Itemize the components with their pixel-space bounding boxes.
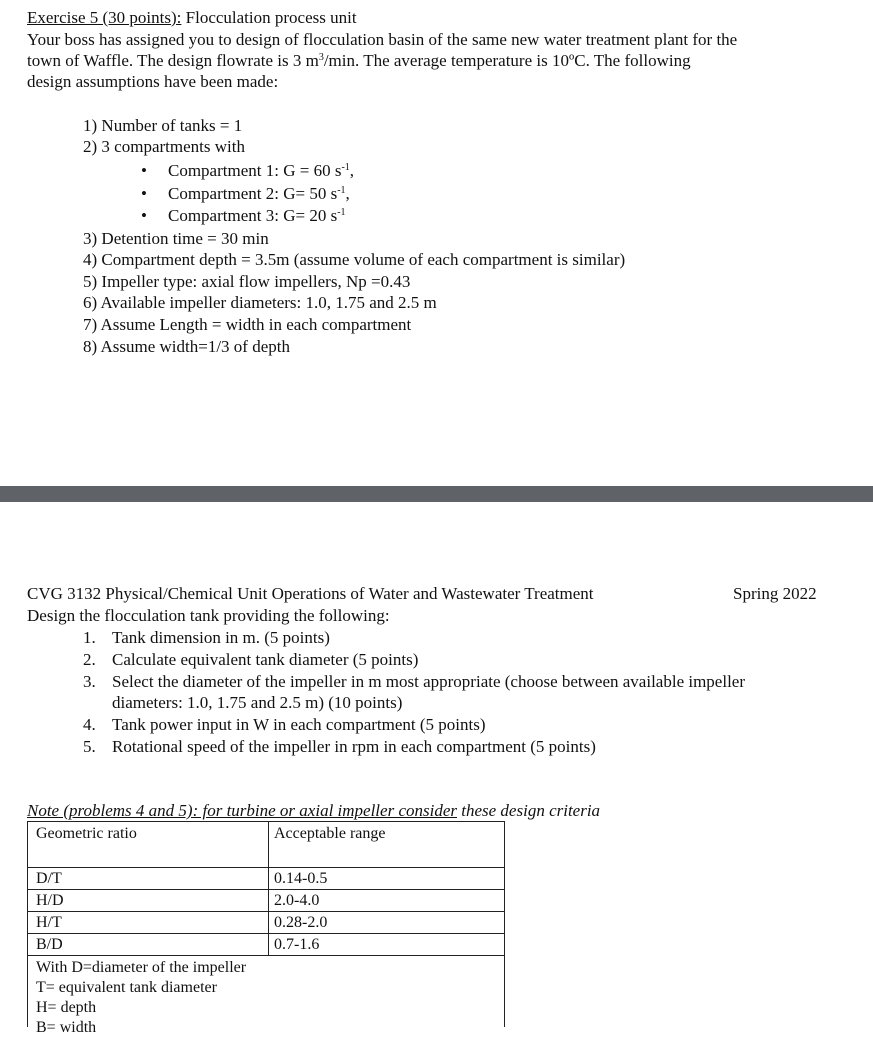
task-num: 1.	[83, 628, 96, 647]
table-footnote: B= width	[36, 1019, 97, 1036]
intro-line-1: Your boss has assigned you to design of flocculation basin of the same new water treatment plant for the	[27, 30, 738, 49]
table-rule	[28, 955, 504, 956]
table-rule	[28, 933, 504, 934]
task-3-continued: diameters: 1.0, 1.75 and 2.5 m) (10 points)	[112, 693, 403, 712]
compartment-3	[168, 206, 346, 226]
table-cell: 2.0-4.0	[274, 892, 320, 909]
design-page	[0, 502, 873, 1036]
compartment-sup: -1	[341, 162, 350, 173]
assumption-num: 5)	[83, 272, 98, 291]
assumption-6	[83, 293, 437, 313]
assumption-7	[83, 315, 411, 335]
assumption-1	[83, 116, 242, 136]
design-note	[27, 801, 600, 821]
assumption-text: Available impeller diameters: 1.0, 1.75 and 2.5 m	[100, 293, 437, 312]
table-cell: 0.14-0.5	[274, 870, 328, 887]
exercise-title-label: Exercise 5 (30 points):	[27, 8, 182, 27]
note-label: Note (problems 4 and 5): for turbine or axial impeller consider	[27, 801, 457, 820]
compartment-sup: -1	[337, 185, 346, 196]
assumption-num: 4)	[83, 250, 98, 269]
exercise-page	[0, 0, 873, 486]
compartment-text: Compartment 1: G = 60 s	[168, 161, 342, 180]
assumption-text: Assume width=1/3 of depth	[100, 337, 290, 356]
table-rule	[28, 911, 504, 912]
bullet-icon: •	[141, 161, 147, 180]
table-footnote: With D=diameter of the impeller	[36, 959, 247, 976]
assumption-4	[83, 250, 625, 270]
assumption-2	[83, 137, 245, 157]
table-cell: H/D	[36, 892, 64, 909]
assumption-3	[83, 229, 269, 249]
assumption-num: 8)	[83, 337, 98, 356]
task-text: Tank power input in W in each compartment (5 points)	[112, 715, 486, 734]
course-title: CVG 3132 Physical/Chemical Unit Operations of Water and Wastewater Treatment	[27, 584, 594, 603]
intro-line-2	[27, 51, 691, 71]
compartment-text: Compartment 3: G= 20 s	[168, 206, 338, 225]
compartment-1	[168, 161, 354, 181]
exercise-title	[27, 8, 357, 28]
compartment-2	[168, 184, 350, 204]
assumption-5	[83, 272, 410, 292]
task-num: 4.	[83, 715, 96, 734]
table-footnote: T= equivalent tank diameter	[36, 979, 217, 996]
compartment-text: Compartment 2: G= 50 s	[168, 184, 338, 203]
task-5	[83, 737, 596, 757]
table-rule	[28, 889, 504, 890]
assumption-text: Impeller type: axial flow impellers, Np =0.43	[101, 272, 411, 291]
compartment-tail: ,	[349, 161, 355, 180]
table-header: Acceptable range	[274, 825, 386, 842]
compartment-tail: ,	[345, 184, 350, 203]
note-rest: these design criteria	[457, 801, 601, 820]
assumption-8	[83, 337, 290, 357]
compartment-sup: -1	[337, 207, 346, 218]
task-text: Select the diameter of the impeller in m most appropriate (choose between available impeller	[112, 672, 746, 691]
task-text: Calculate equivalent tank diameter (5 points)	[112, 650, 419, 669]
superscript-3: 3	[318, 52, 324, 63]
design-intro: Design the flocculation tank providing the following:	[27, 606, 390, 625]
assumption-text: Detention time = 30 min	[101, 229, 269, 248]
assumption-num: 1)	[83, 116, 98, 135]
exercise-title-rest: Flocculation process unit	[181, 8, 357, 27]
task-num: 2.	[83, 650, 96, 669]
table-header: Geometric ratio	[36, 825, 137, 842]
assumption-num: 7)	[83, 315, 98, 334]
bullet-icon: •	[141, 206, 147, 225]
task-num: 3.	[83, 672, 96, 691]
assumption-num: 3)	[83, 229, 98, 248]
table-cell: D/T	[36, 870, 62, 887]
bullet-icon: •	[141, 184, 147, 203]
table-rule	[28, 867, 504, 868]
table-right-border	[504, 822, 505, 1027]
task-num: 5.	[83, 737, 96, 756]
task-4	[83, 715, 486, 735]
assumption-text: Compartment depth = 3.5m (assume volume of each compartment is similar)	[101, 250, 626, 269]
term-label: Spring 2022	[733, 584, 817, 603]
table-cell: 0.7-1.6	[274, 936, 320, 953]
assumption-text: Assume Length = width in each compartment	[100, 315, 412, 334]
intro-line-3: design assumptions have been made:	[27, 72, 279, 91]
task-text: Rotational speed of the impeller in rpm in each compartment (5 points)	[112, 737, 596, 756]
table-cell: H/T	[36, 914, 62, 931]
table-cell: 0.28-2.0	[274, 914, 328, 931]
task-2	[83, 650, 419, 670]
page-separator	[0, 486, 873, 502]
table-footnote: H= depth	[36, 999, 97, 1016]
task-3	[83, 672, 746, 692]
table-cell: B/D	[36, 936, 63, 953]
intro-line-2a: town of Waffle. The design flowrate is 3 m	[27, 51, 319, 70]
task-1	[83, 628, 330, 648]
assumption-num: 2)	[83, 137, 98, 156]
assumption-text: Number of tanks = 1	[101, 116, 243, 135]
criteria-table	[27, 821, 505, 1036]
intro-line-2b: /min. The average temperature is 10ºC. The following	[323, 51, 691, 70]
assumption-text: 3 compartments with	[101, 137, 245, 156]
task-text: Tank dimension in m. (5 points)	[112, 628, 330, 647]
assumption-num: 6)	[83, 293, 98, 312]
